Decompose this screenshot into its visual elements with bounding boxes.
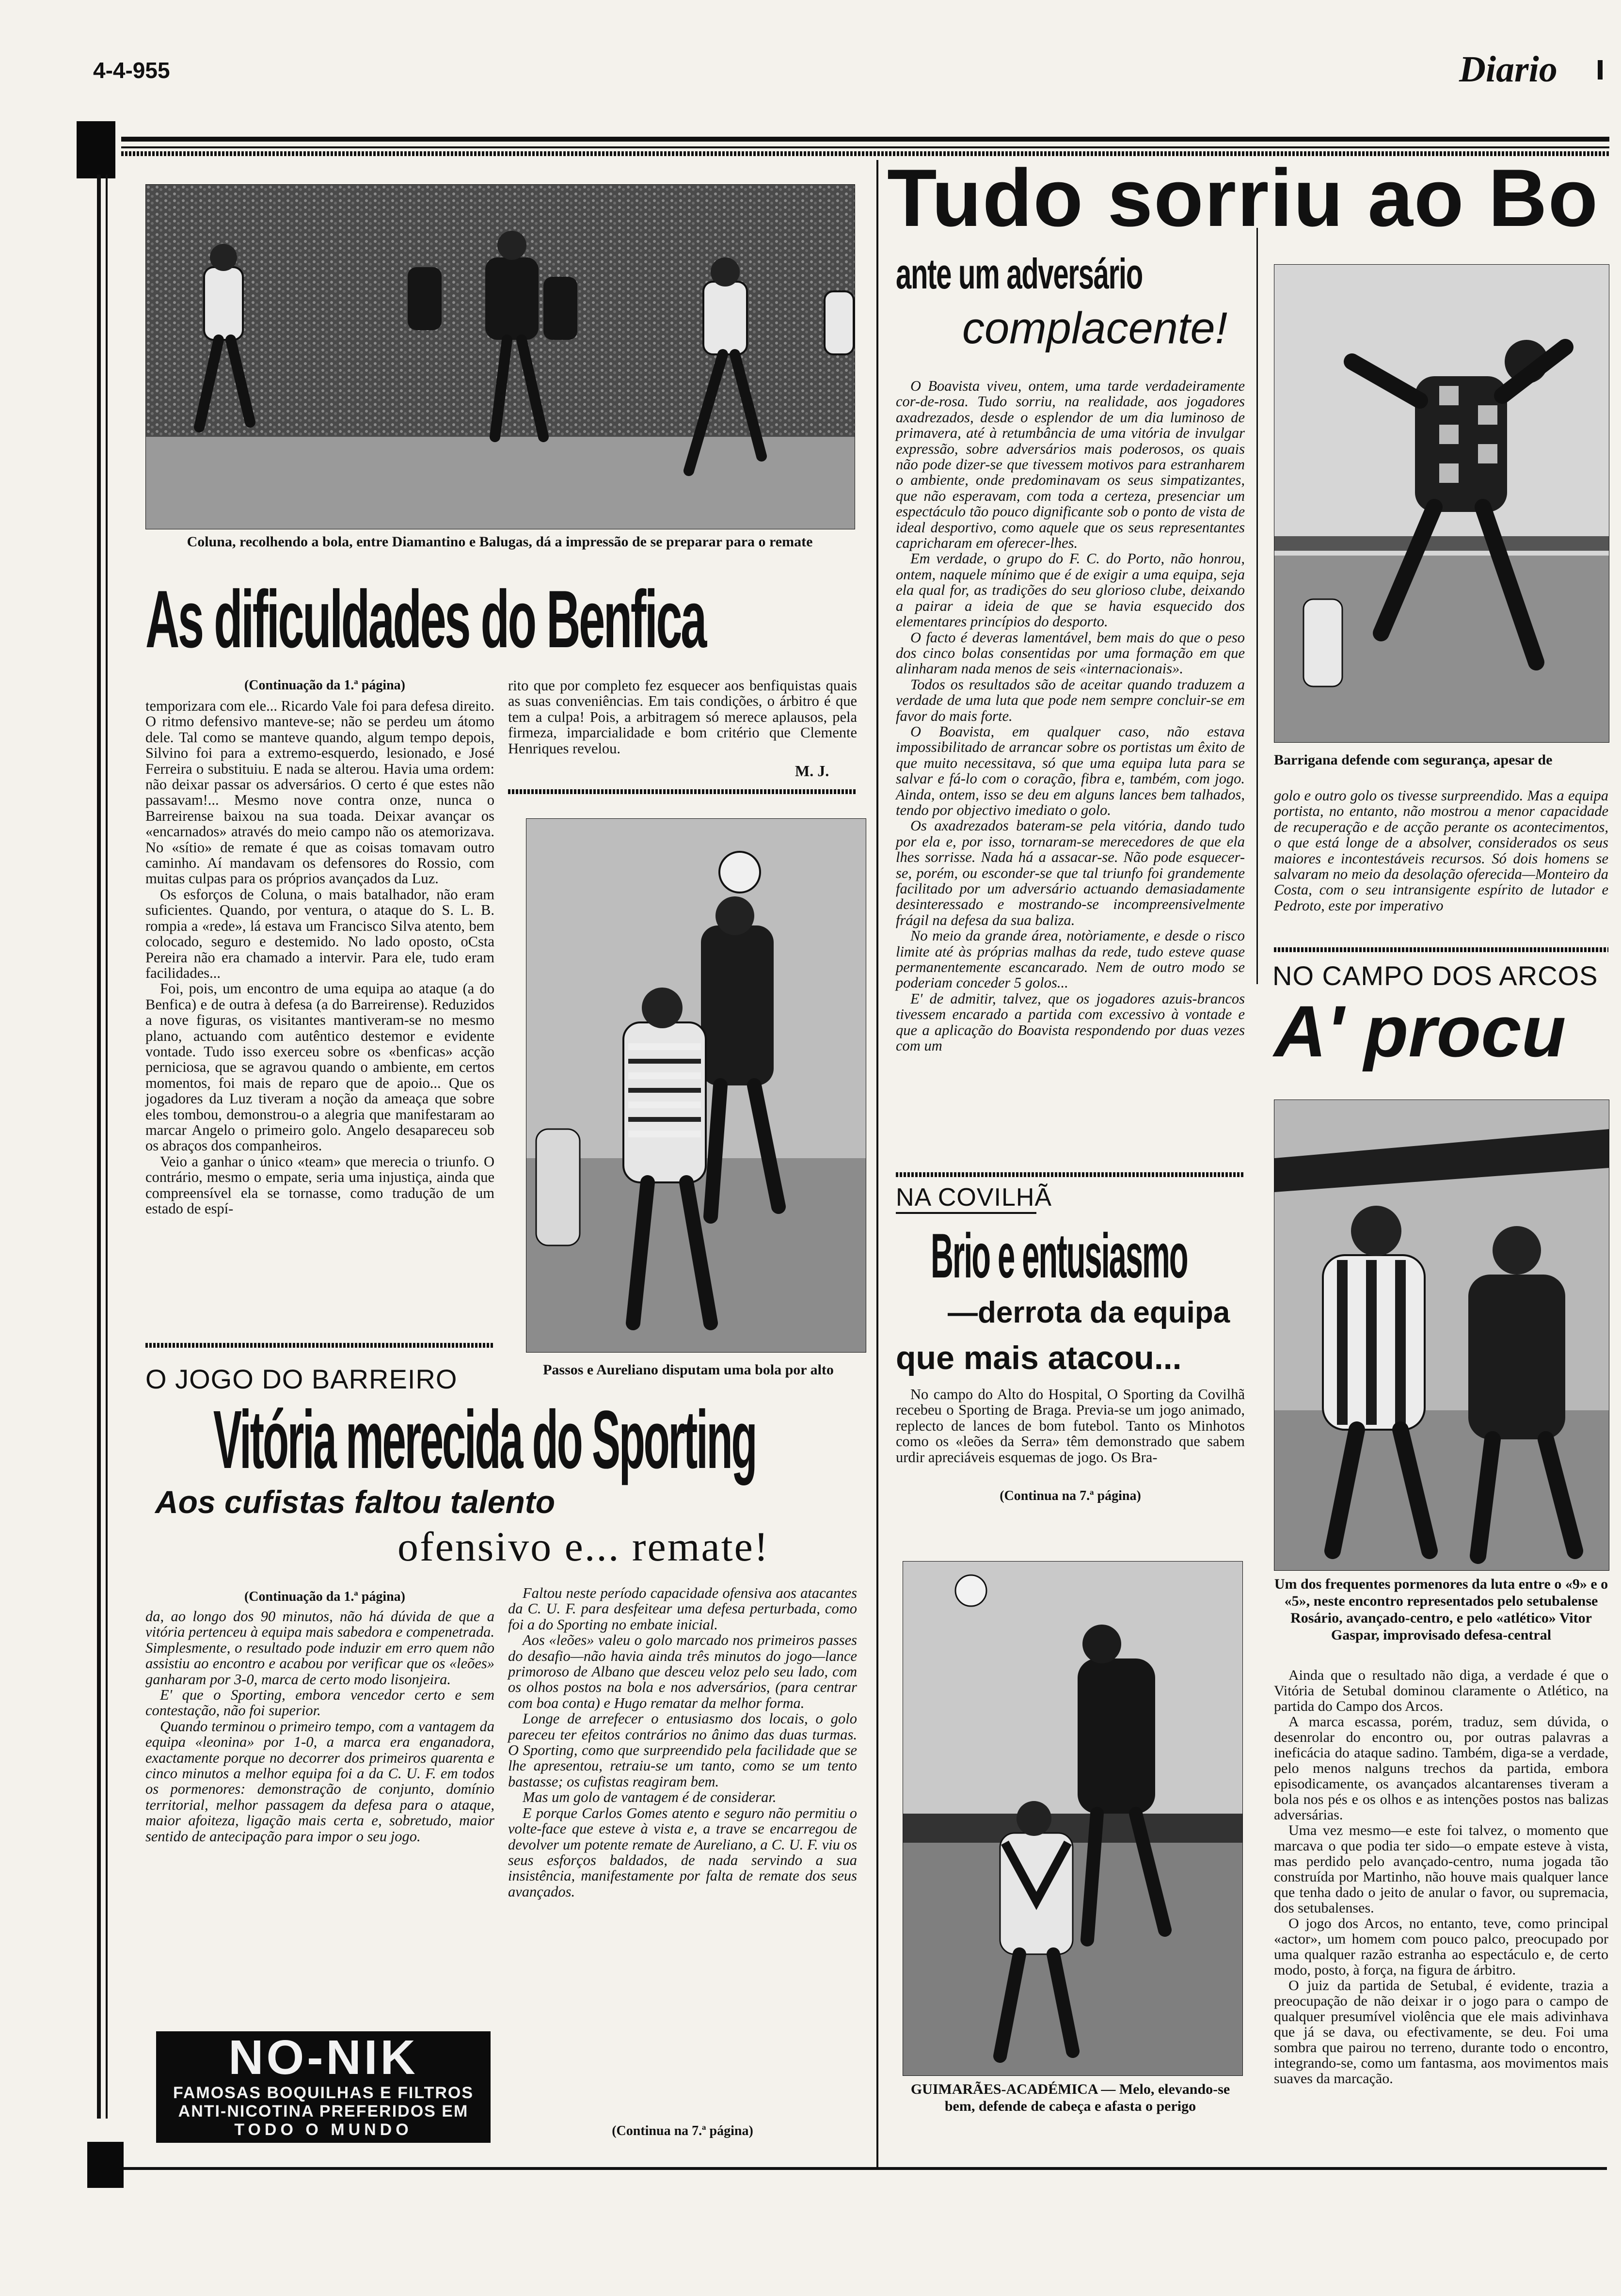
covilha-paragraph: No campo do Alto do Hospital, O Sporting da Covilhã recebeu o Sporting de Braga. Previa-se um jogo animado, replecto de lances de bom futebol. Tanto os Minhotos como os «leões da Serra» têm demonstrado que sabem urdir apreciáveis esquemas de jogo. Os Bra- <box>896 1386 1245 1466</box>
covilha-kicker: NA COVILHÃ <box>896 1183 1052 1212</box>
top-rule-thick <box>121 137 1609 142</box>
benfica-col1-paragraph: Veio a ganhar o único «team» que merecia o triunfo. O contrário, mesmo o empate, seria uma injustiça, ainda que compreensível ela se tornasse, como tradução de um estado de espí- <box>145 1153 494 1217</box>
guimaraes-caption: GUIMARÃES-ACADÉMICA — Melo, elevando-se bem, defende de cabeça e afasta o perigo <box>910 2081 1230 2114</box>
arcos-paragraph: O jogo dos Arcos, no entanto, teve, como principal «actor», um homem com pouco palco, preocupado por uma qualquer razão estranha ao espectáculo e, de certo modo, posto, à força, na figura de árbitro. <box>1274 1915 1608 1978</box>
left-vertical-rule-1 <box>97 175 101 2119</box>
no-nik-ad <box>156 2031 491 2143</box>
boavista-subtitle-2: complacente! <box>962 303 1228 353</box>
covilha-body <box>896 1387 1245 1465</box>
covilha-headline: Brio e entusiasmo <box>931 1220 1188 1291</box>
sporting-col2-paragraph: Aos «leões» valeu o golo marcado nos primeiros passes do desafio—não havia ainda três minutos do jogo—lance primoroso de Albano que desceu veloz pelo seu lado, com os olhos postos na bola e nos adversários, (para centrar com boa conta) e Hugo rematar da melhor forma. <box>508 1632 857 1711</box>
guimaraes-photo <box>903 1561 1243 2076</box>
boavista-subtitle-1: ante um adversário <box>896 250 1143 298</box>
sporting-col1-paragraph: da, ao longo dos 90 minutos, não há dúvida de que a vitória pertenceu à equipa mais sabedora e compenetrada. Simplesmente, o resultado pode induzir em erro quem não assistiu ao encontro e acabou por verificar que os «leões» ganharam por 3-0, marca de certo modo lisonjeira. <box>145 1608 494 1688</box>
sporting-col2-paragraph: E porque Carlos Gomes atento e seguro não permitiu o volte-face que esteve à vista e, a trave se encarregou de devolver um potente remate de Aureliano, a C. U. F. viu os seus esforços baldados, de nada servindo a sua insistência, manifestamente por falta de remate dos seus avançados. <box>508 1804 857 1900</box>
paper-name-edge-mark <box>1598 60 1603 80</box>
benfica-col1-end-rule <box>145 1343 494 1348</box>
covilha-subtitle-1: —derrota da equipa <box>948 1296 1230 1329</box>
bottom-rule <box>124 2167 1607 2170</box>
sporting-column-1 <box>145 1609 494 1844</box>
barrigana-caption: Barrigana defende com segurança, apesar de <box>1274 752 1553 768</box>
benfica-column-2 <box>508 678 857 756</box>
passos-aureliano-caption: Passos e Aureliano disputam uma bola por alto <box>543 1362 834 1378</box>
sporting-col1-paragraph: Quando terminou o primeiro tempo, com a vantagem da equipa «leonina» por 1-0, a marca era enganadora, exactamente porque no decorrer dos primeiros quarenta e cinco minutos a melhor equipa foi a da C. U. F. em todos os pormenores: demonstração de conjunto, domínio territorial, melhor passagem da defesa para o ataque, maior afoiteza, ligação mais certa e, sobretudo, maior sentido de antecipação para impor o seu jogo. <box>145 1718 494 1845</box>
benfica-continuation: (Continuação da 1.ª página) <box>244 678 405 693</box>
boavista-col1-paragraph: Em verdade, o grupo do F. C. do Porto, não honrou, ontem, naquele mínimo que é de exigir a uma equipa, seja ela qual for, as tradições do seu glorioso clube, deixando a pairar a ideia de que se havia esquecido dos elementares princípios do desporto. <box>896 550 1245 630</box>
benfica-col1-paragraph: temporizara com ele... Ricardo Vale foi para defesa direito. O ritmo defensivo manteve-se; não se perdeu um átomo dele. Tal como se manteve quando, algum tempo depois, Silvino foi para a extremo-esquerdo, lesionado, e José Ferreira o substituiu. E nada se alterou. Havia uma ordem: não deixar passar os adversários. O certo é que estes não passavam!... Mesmo nove contra onze, nunca o Barreirense baixou na sua toada. Deixar avançar os «encarnados» através do meio campo não os atemorizava. No «sítio» de remate é que as coisas tomavam outro caminho. Aí mandavam os defensores do Rossio, com muitas culpas para os próprios avançados da Luz. <box>145 698 494 887</box>
sporting-column-2 <box>508 1585 857 1899</box>
sporting-headline: Vitória merecida do Sporting <box>213 1394 756 1486</box>
boavista-headline: Tudo sorriu ao Bo <box>887 152 1599 243</box>
passos-aureliano-photo <box>526 818 866 1353</box>
benfica-col1-paragraph: Foi, pois, um encontro de uma equipa ao ataque (a do Benfica) e de outra à defesa (a do Barreirense). Reduzidos a nove figuras, os visitantes mantiveram-se no mesmo plano, actuando com autêntico destemor e evidente vontade. Tudo isso exerceu sobre os «benficas» acção perniciosa, que se agravou quando o ambiente, em certos momentos, foi mais de reparo que de apoio... Que os jogadores da Luz tiveram a noção da ameaça que sobre eles tombou, demonstrou-o a alegria que manifestaram ao marcar Angelo o primeiro golo. Angelo desapareceu sob os abraços dos companheiros. <box>145 980 494 1154</box>
sporting-continua: (Continua na 7.ª página) <box>612 2123 753 2138</box>
benfica-column-1 <box>145 698 494 1216</box>
no-nik-brand: NO-NIK <box>228 2030 418 2085</box>
page-date: 4-4-955 <box>93 58 170 83</box>
boavista-col1-paragraph: Todos os resultados são de aceitar quando traduzem a verdade de uma luta que pode nem sempre concluir-se em favor do mais forte. <box>896 676 1245 724</box>
boavista-column-1 <box>896 378 1245 1053</box>
covilha-continua: (Continua na 7.ª página) <box>1000 1488 1141 1503</box>
boavista-col1-paragraph: O Boavista, em qualquer caso, não estava impossibilitado de arrancar sobre os portistas um êxito de que muito necessitava, só que uma equipa luta para se salvar e fá-lo com o coração, fibra e, também, com jogo. Ainda, ontem, isso se deu em alguns lances bem talhados, tendo por objectivo imediato o golo. <box>896 723 1245 818</box>
benfica-headline: As dificuldades do Benfica <box>145 574 705 665</box>
no-nik-line-1: FAMOSAS BOQUILHAS E FILTROS <box>173 2084 474 2102</box>
no-nik-line-2: ANTI-NICOTINA PREFERIDOS EM <box>178 2102 469 2121</box>
boavista-col1-paragraph: O Boavista viveu, ontem, uma tarde verdadeiramente cor-de-rosa. Tudo sorriu, na realidade, aos jogadores axadrezados, desde o esplendor de um dia luminoso de primavera, até à retumbância de uma vitória de invulgar expressão, sobre adversários mais poderosos, os quais não pode dizer-se que tivessem motivos para estranharem o ambiente, onde predominavam os seus simpatizantes, que não esperavam, com toda a certeza, presenciar um espectáculo tão pouco dignificante sob o ponto de vista de ideal desportivo, como aquele que os seus representantes capricharam em oferecer-lhes. <box>896 378 1245 552</box>
arcos-paragraph: Ainda que o resultado não diga, a verdade é que o Vitória de Setubal dominou claramente o Atlético, na partida do Campo dos Arcos. <box>1274 1667 1608 1714</box>
sporting-subtitle-2: ofensivo e... remate! <box>397 1523 770 1570</box>
arcos-body <box>1274 1668 1608 2087</box>
paper-name: Diario <box>1459 49 1557 90</box>
benfica-signature: M. J. <box>795 762 829 780</box>
boavista-col1-end-rule <box>896 1172 1245 1177</box>
boavista-column-2 <box>1274 788 1608 913</box>
arcos-photo <box>1274 1100 1609 1571</box>
top-rule-thin <box>121 146 1609 148</box>
arcos-paragraph: A marca escassa, porém, traduz, sem dúvida, o desenrolar do encontro ou, por outras palavras a ineficácia do ataque sadino. Também, diga-se a verdade, pelo menos nalguns trechos da partida, embora episodicamente, os avançados alcantarenses tiveram a bola nos pés e os olhos e as intenções postos nas balizas adversárias. <box>1274 1714 1608 1823</box>
barrigana-photo <box>1274 264 1609 743</box>
sporting-kicker: O JOGO DO BARREIRO <box>145 1364 458 1394</box>
arcos-paragraph: Uma vez mesmo—e este foi talvez, o momento que marcava o que podia ter sido—o empate esteve à vista, mas perdido pelo avançado-centro, numa jogada tão construída por Martinho, não houve mais qualquer lance que tenha dado o jeito de anular o favor, ou supremacia, dos setubalenses. <box>1274 1822 1608 1916</box>
arcos-kicker: NO CAMPO DOS ARCOS <box>1272 960 1598 991</box>
left-vertical-rule-2 <box>106 175 108 2119</box>
covilha-subtitle-2: que mais atacou... <box>896 1339 1182 1376</box>
sporting-col2-paragraph: Mas um golo de vantagem é de considerar. <box>523 1789 777 1806</box>
sporting-col2-paragraph: Faltou neste período capacidade ofensiva aos atacantes da C. U. F. para desfeitear uma defesa perturbada, como foi a do Sporting no embate inicial. <box>508 1585 857 1633</box>
arcos-headline: A' procu <box>1274 990 1566 1072</box>
benfica-photo <box>145 184 855 529</box>
sporting-subtitle-1: Aos cufistas faltou talento <box>155 1484 556 1520</box>
registration-block-top <box>77 121 115 178</box>
boavista-col1-paragraph: No meio da grande área, notòriamente, e desde o risco limite até às próprias malhas da rede, tudo esteve quase permanentemente escancarado. Nem de outro modo se poderiam conceder 5 golos... <box>896 927 1245 991</box>
benfica-col2-end-rule <box>508 789 857 794</box>
no-nik-line-3: TODO O MUNDO <box>234 2121 413 2139</box>
benfica-photo-caption: Coluna, recolhendo a bola, entre Diamantino e Balugas, dá a impressão de se preparar para o remate <box>187 534 813 550</box>
boavista-col2-end-rule <box>1274 947 1608 952</box>
sporting-continuation: (Continuação da 1.ª página) <box>244 1589 405 1604</box>
boavista-col1-paragraph: O facto é deveras lamentável, bem mais do que o peso dos cinco bolas consentidas por uma formação em que alinharam nada menos de seis «internacionais». <box>896 629 1245 677</box>
boavista-col2-paragraph: golo e outro golo os tivesse surpreendido. Mas a equipa portista, no entanto, não mostrou a menor capacidade de recuperação e de acção perante os acontecimentos, o que está longe de a absolver, considerados os seus maiores e incontestáveis recursos. Só dois homens se salvaram no meio da desolação oferecida—Monteiro da Costa, com o seu intransigente espírito de lutador e Pedroto, este por imperativo <box>1274 787 1608 914</box>
boavista-col1-paragraph: E' de admitir, talvez, que os jogadores azuis-brancos tivessem encarado a partida com excessivo à vontade e que a aplicação do Boavista respondendo por duas vezes com um <box>896 990 1245 1054</box>
arcos-paragraph: O juiz da partida de Setubal, é evidente, trazia a preocupação de não deixar ir o jogo para o campo de qualquer presumível violência que ele mais adivinhava que já se dava, ou efectivamente, se deu. Foi uma sombra que pairou no terreno, durante todo o encontro, integrando-se, como um fantasma, aos movimentos mais suaves da marcação. <box>1274 1977 1608 2087</box>
registration-block-bottom <box>87 2142 124 2188</box>
sporting-col1-paragraph: E' que o Sporting, embora vencedor certo e sem contestação, não foi superior. <box>145 1687 494 1719</box>
boavista-col1-paragraph: Os axadrezados bateram-se pela vitória, dando tudo por ela e, por isso, tornaram-se merecedores de que ela lhes sorrisse. Nada há a assacar-se. Não pode esquecer-se, porém, ou esconder-se que tal triunfo foi grandemente facilitado por um adversário actuando demasiadamente desinteressado e mostrando-se incompreensivelmente frágil na defesa da sua baliza. <box>896 817 1245 928</box>
covilha-kicker-underline <box>896 1212 1036 1214</box>
benfica-col2-paragraph: rito que por completo fez esquecer aos benfiquistas quais as suas conveniências. Em tais condições, o árbitro é que tem a culpa! Pois, a arbitragem só merece aplausos, pela firmeza, imparcialidade e bom critério que Clemente Henriques revelou. <box>508 677 857 757</box>
column-separator-right <box>1256 228 1258 984</box>
benfica-col1-paragraph: Os esforços de Coluna, o mais batalhador, não eram suficientes. Quando, por ventura, o ataque do S. L. B. rompia a «rede», lá estava um Francisco Silva atento, bem colocado, seguro e destemido. No lado oposto, oCsta Pereira não era chamado a intervir. Para ele, tudo eram facilidades... <box>145 886 494 981</box>
arcos-photo-caption: Um dos frequentes pormenores da luta entre o «9» e o «5», neste encontro representados pelo setubalense Rosário, avançado-centro, e pelo «atlético» Vitor Gaspar, improvisado defesa-central <box>1274 1576 1608 1643</box>
column-separator-center <box>876 160 878 2167</box>
sporting-col2-paragraph: Longe de arrefecer o entusiasmo dos locais, o golo pareceu ter efeitos contrários no ânimo das duas turmas. O Sporting, como que surpreendido pela facilidade que se lhe apresentou, retraiu-se um tanto, como se um tento bastasse; os cufistas reagiram bem. <box>508 1710 857 1790</box>
